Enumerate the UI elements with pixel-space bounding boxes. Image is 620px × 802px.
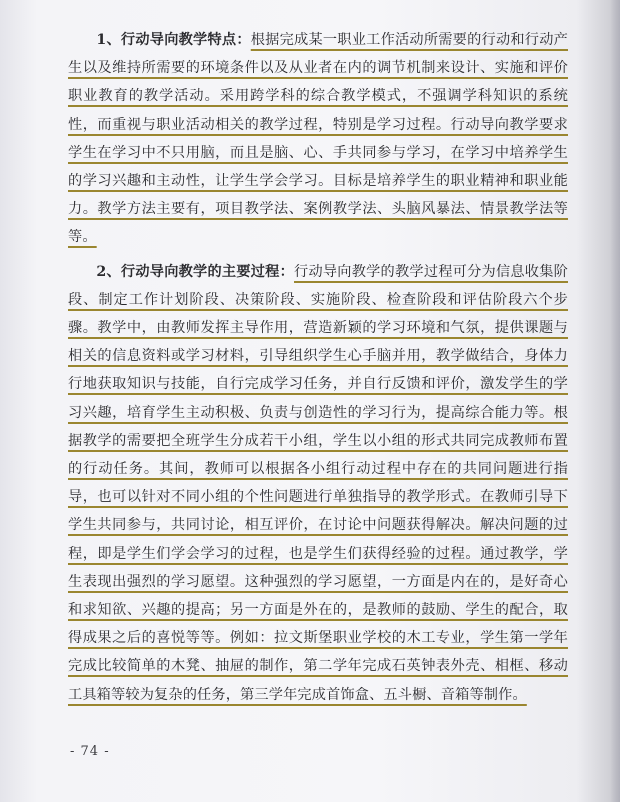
page-number: - 74 - <box>70 744 110 759</box>
section-1-text: 根据完成某一职业工作活动所需要的行动和行动产生以及维持所需要的环境条件以及从业者在内的调节机制来设计、实施和评价职业教育的教学活动。采用跨学科的综合教学模式，不强调学科知识的系统性，而重视与职业活动相关的教学过程，特别是学习过程。行动导向教学要求学生在学习中不只用脑，而且是脑、心、手共同参与学习，在学习中培养学生的学习兴趣和主动性，让学生学会学习。目标是培养学生的职业精神和职业能力。教学方法主要有，项目教学法、案例教学法、头脑风暴法、情景教学法等等。 <box>68 32 568 246</box>
scan-shadow-edge <box>610 0 620 802</box>
section-2-text: 行动导向教学的教学过程可分为信息收集阶段、制定工作计划阶段、决策阶段、实施阶段、检查阶段和评估阶段六个步骤。教学中，由教师发挥主导作用，营造新颖的学习环境和气氛，提供课题与相关的信息资料或学习材料，引导组织学生心手脑并用，教学做结合，身体力行地获取知识与技能，自行完成学习任务，并自行反馈和评价，激发学生的学习兴趣，培育学生主动积极、负责与创造性的学习行为，提高综合能力等。根据教学的需要把全班学生分成若干小组，学生以小组的形式共同完成教师布置的行动任务。其间，教师可以根据各小组行动过程中存在的共同问题进行指导，也可以针对不同小组的个性问题进行单独指导的教学形式。在教师引导下学生共同参与，共同讨论，相互评价，在讨论中问题获得解决。解决问题的过程，即是学生们学会学习的过程，也是学生们获得经验的过程。通过教学，学生表现出强烈的学习愿望。这种强烈的学习愿望，一方面是内在的，是好奇心和求知欲、兴趣的提高；另一方面是外在的，是教师的鼓励、学生的配合，取得成果之后的喜悦等等。例如：拉文斯堡职业学校的木工专业，学生第一学年完成比较简单的木凳、抽屉的制作，第二学年完成石英钟表外壳、相框、移动工具箱等较为复杂的任务，第三学年完成首饰盒、五斗橱、音箱等制作。 <box>68 263 568 703</box>
section-1-paragraph <box>68 26 568 252</box>
section-1-heading: 1、行动导向教学特点： <box>96 32 251 48</box>
section-2-paragraph <box>68 258 568 709</box>
document-body <box>68 26 568 715</box>
section-2-heading: 2、行动导向教学的主要过程： <box>96 263 295 280</box>
